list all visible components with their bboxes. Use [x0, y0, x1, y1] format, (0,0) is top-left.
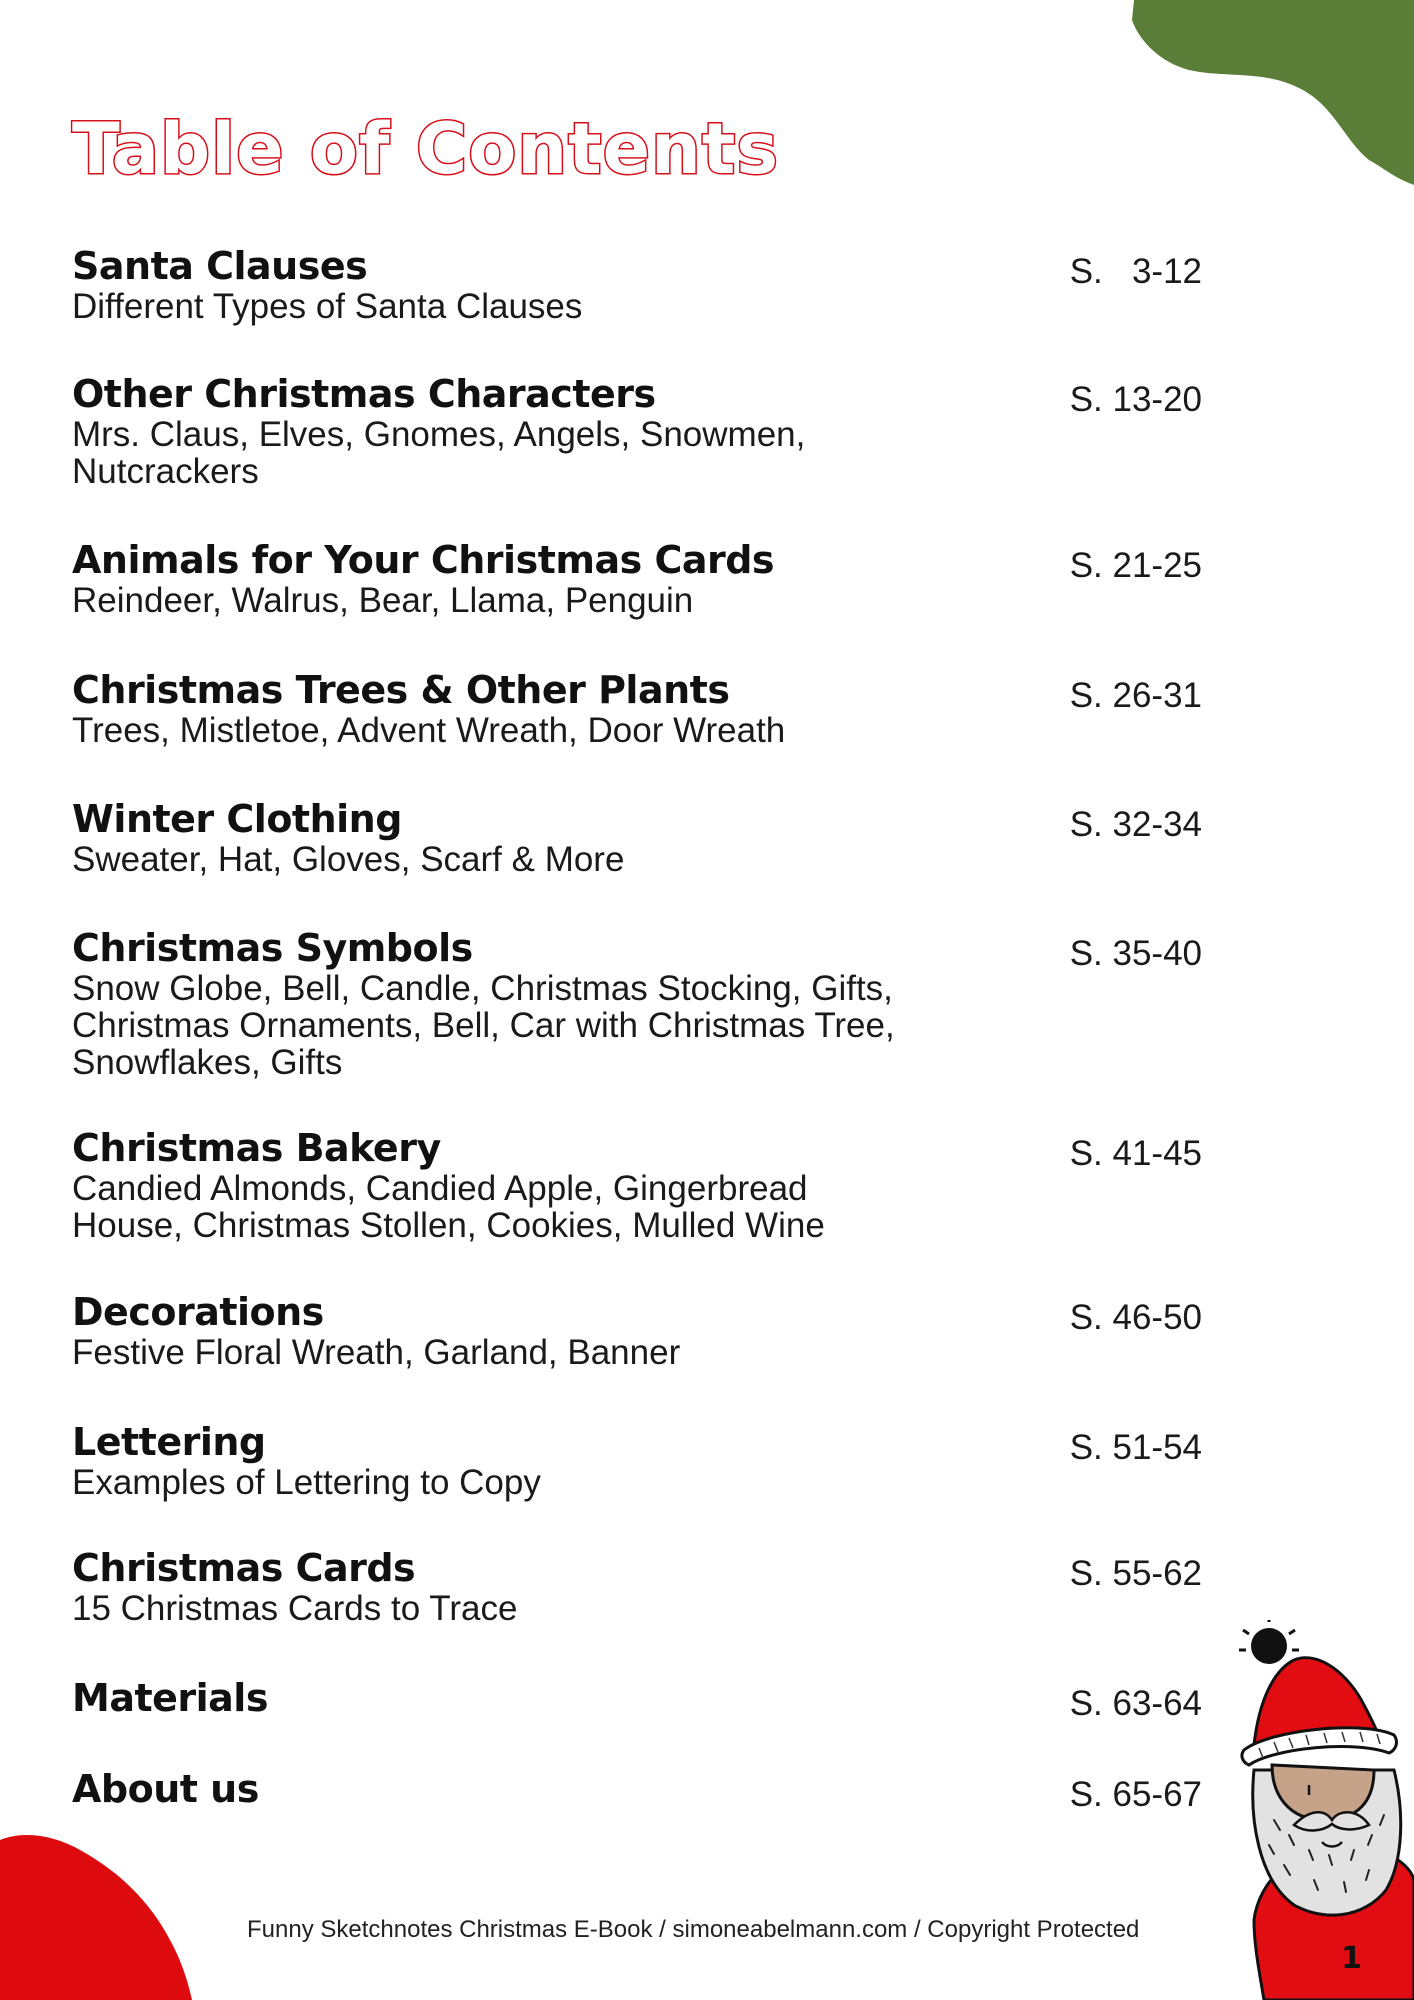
- toc-entry: [72, 1420, 1202, 1501]
- entry-pages: S. 32-34: [1069, 805, 1202, 844]
- entry-description: Mrs. Claus, Elves, Gnomes, Angels, Snowmen, Nutcrackers: [72, 415, 806, 491]
- santa-illustration: [1214, 1620, 1414, 2000]
- entry-heading: Christmas Trees & Other Plants: [72, 668, 730, 712]
- entry-pages: S. 35-40: [1069, 934, 1202, 973]
- entry-heading: Santa Clauses: [72, 244, 368, 288]
- footer-text: Funny Sketchnotes Christmas E-Book / simoneabelmann.com / Copyright Protected: [247, 1916, 1140, 1943]
- toc-entry: [72, 668, 1202, 749]
- toc-entry: [72, 372, 1202, 490]
- entry-heading: Christmas Symbols: [72, 926, 473, 970]
- page-number: 1: [1341, 1941, 1362, 1976]
- entry-description: Trees, Mistletoe, Advent Wreath, Door Wreath: [72, 711, 786, 750]
- entry-pages: S. 41-45: [1069, 1134, 1202, 1173]
- toc-entry: [72, 797, 1202, 878]
- entry-description: Candied Almonds, Candied Apple, Gingerbread House, Christmas Stollen, Cookies, Mulled Wine: [72, 1169, 825, 1245]
- entry-heading: Materials: [72, 1676, 268, 1720]
- entry-description: Reindeer, Walrus, Bear, Llama, Penguin: [72, 581, 694, 620]
- entry-description: Snow Globe, Bell, Candle, Christmas Stocking, Gifts, Christmas Ornaments, Bell, Car with Christmas Tree, Snowflakes, Gifts: [72, 969, 895, 1082]
- toc-entry: [72, 926, 1202, 1081]
- entry-pages: S. 55-62: [1069, 1554, 1202, 1593]
- entry-heading: Other Christmas Characters: [72, 372, 656, 416]
- toc-entry: [72, 538, 1202, 619]
- entry-description: Festive Floral Wreath, Garland, Banner: [72, 1333, 681, 1372]
- green-corner-blob: [1094, 0, 1414, 190]
- entry-pages: S. 63-64: [1069, 1684, 1202, 1723]
- entry-heading: Decorations: [72, 1290, 324, 1334]
- entry-heading: About us: [72, 1767, 259, 1811]
- toc-entry: [72, 1290, 1202, 1371]
- toc-entry: [72, 1546, 1202, 1627]
- entry-heading: Christmas Bakery: [72, 1126, 441, 1170]
- toc-entry: [72, 1676, 1202, 1723]
- entry-pages: S. 26-31: [1069, 676, 1202, 715]
- entry-heading: Christmas Cards: [72, 1546, 416, 1590]
- toc-entry: [72, 244, 1202, 325]
- toc-entry: [72, 1767, 1202, 1814]
- red-corner-blob: [0, 1830, 200, 2000]
- entry-pages: S. 65-67: [1069, 1775, 1202, 1814]
- entry-pages: S. 46-50: [1069, 1298, 1202, 1337]
- entry-description: Examples of Lettering to Copy: [72, 1463, 541, 1502]
- entry-description: Sweater, Hat, Gloves, Scarf & More: [72, 840, 625, 879]
- entry-heading: Animals for Your Christmas Cards: [72, 538, 775, 582]
- entry-pages: S. 21-25: [1069, 546, 1202, 585]
- entry-description: Different Types of Santa Clauses: [72, 287, 583, 326]
- entry-pages: S. 51-54: [1069, 1428, 1202, 1467]
- entry-pages: S. 3-12: [1069, 252, 1202, 291]
- entry-description: 15 Christmas Cards to Trace: [72, 1589, 518, 1628]
- entry-pages: S. 13-20: [1069, 380, 1202, 419]
- entry-heading: Lettering: [72, 1420, 266, 1464]
- toc-entry: [72, 1126, 1202, 1244]
- entry-heading: Winter Clothing: [72, 797, 402, 841]
- page-title: Table of Contents: [72, 108, 780, 190]
